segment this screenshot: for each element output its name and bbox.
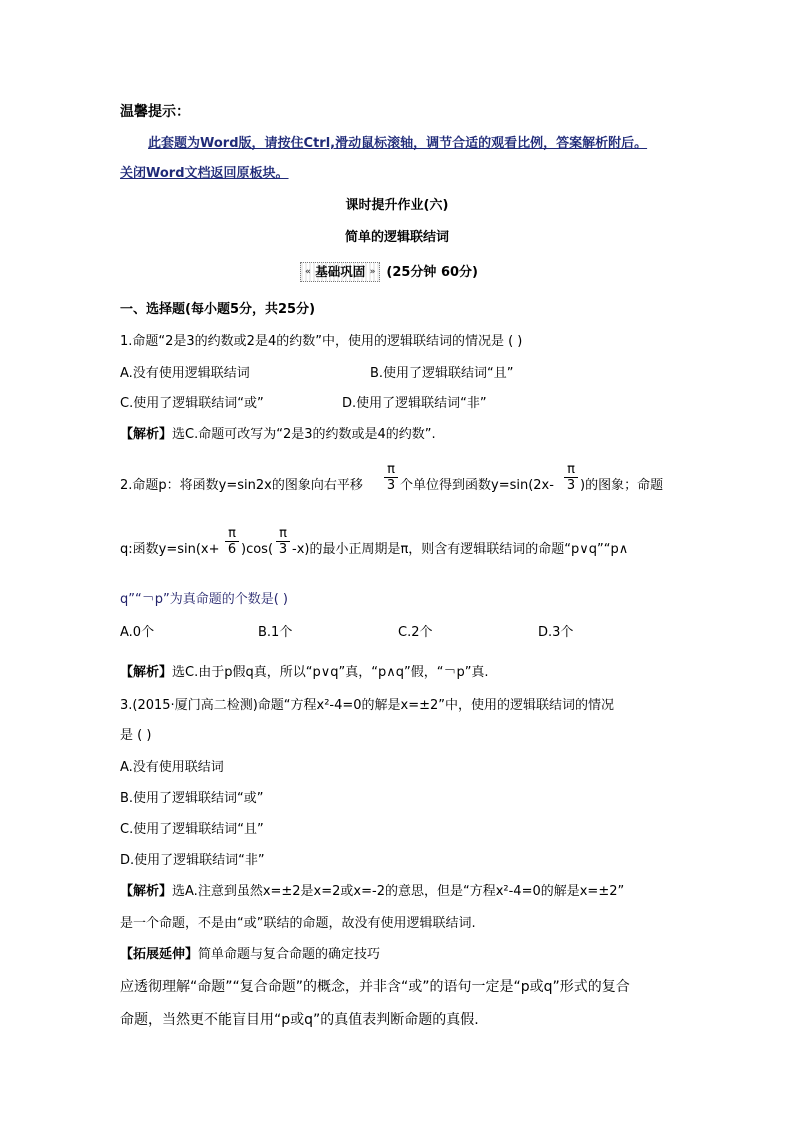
time-score: (25分钟 60分) — [386, 265, 478, 280]
q2-option-b: B.1个 — [258, 625, 293, 640]
q2-stem-part3: )的图象；命题 — [580, 478, 664, 493]
q3-option-c: C.使用了逻辑联结词“且” — [120, 822, 264, 837]
analysis-label: 【解析】 — [120, 884, 173, 899]
analysis-label: 【解析】 — [120, 427, 173, 442]
lesson-title: 课时提升作业(六) — [345, 198, 449, 213]
q2-fraction-pi-over-3-a: π 3 — [384, 462, 398, 493]
q3-stem-line1: 3.(2015·厦门高二检测)命题“方程x²-4=0的解是x=±2”中，使用的逻辑联结词的情况 — [120, 698, 615, 713]
q3-option-b: B.使用了逻辑联结词“或” — [120, 791, 264, 806]
q2-fraction-pi-over-3-b: π 3 — [564, 462, 578, 493]
analysis-text: 选C.由于p假q真，所以“p∨q”真，“p∧q”假，“￢p”真. — [172, 665, 489, 680]
q3-stem-line2: 是 ( ) — [120, 728, 152, 743]
extension-line2: 命题，当然更不能盲目用“p或q”的真值表判断命题的真假. — [120, 1012, 479, 1028]
q2-stem-part5: )cos( — [241, 542, 274, 557]
q1-analysis — [120, 427, 436, 443]
part1-heading: 一、选择题(每小题5分，共25分) — [120, 302, 316, 317]
analysis-text: 选C.命题可改写为“2是3的约数或是4的约数”. — [172, 427, 436, 442]
lesson-subtitle: 简单的逻辑联结词 — [344, 230, 449, 245]
extension-title: 简单命题与复合命题的确定技巧 — [198, 947, 381, 962]
q3-analysis-line1 — [120, 884, 624, 900]
q2-stem-part7: q”“￢p”为真命题的个数是( ) — [120, 592, 288, 607]
q2-option-a: A.0个 — [120, 625, 155, 640]
q2-analysis — [120, 665, 489, 681]
q2-stem-part1: 2.命题p：将函数y=sin2x的图象向右平移 — [120, 478, 363, 493]
q1-option-b: B.使用了逻辑联结词“且” — [370, 366, 514, 381]
extension-heading — [120, 947, 380, 963]
q1-stem: 1.命题“2是3的约数或2是4的约数”中，使用的逻辑联结词的情况是 ( ) — [120, 334, 523, 349]
notice-line-1: 此套题为Word版，请按住Ctrl,滑动鼠标滚轴，调节合适的观看比例，答案解析附后。 — [148, 136, 648, 151]
q2-option-d: D.3个 — [538, 625, 574, 640]
q1-option-d: D.使用了逻辑联结词“非” — [342, 396, 487, 411]
q1-option-c: C.使用了逻辑联结词“或” — [120, 396, 264, 411]
q3-option-d: D.使用了逻辑联结词“非” — [120, 853, 265, 868]
analysis-text: 选A.注意到虽然x=±2是x=2或x=-2的意思，但是“方程x²-4=0的解是x=±2” — [172, 884, 625, 899]
notice-title: 温馨提示： — [120, 104, 190, 120]
q3-option-a: A.没有使用联结词 — [120, 760, 224, 775]
q2-fraction-pi-over-3-c: π 3 — [276, 526, 290, 557]
q2-fraction-pi-over-6: π 6 — [225, 526, 239, 557]
q1-option-a: A.没有使用逻辑联结词 — [120, 366, 250, 381]
extension-label: 【拓展延伸】 — [120, 947, 199, 962]
notice-line-2: 关闭Word文档返回原板块。 — [120, 166, 289, 181]
q3-analysis-line2: 是一个命题，不是由“或”联结的命题，故没有使用逻辑联结词. — [120, 916, 476, 931]
extension-line1: 应透彻理解“命题”“复合命题”的概念，并非含“或”的语句一定是“p或q”形式的复合 — [120, 979, 630, 995]
q2-stem-part4: q:函数y=sin(x+ — [120, 542, 220, 557]
q2-stem-part2: 个单位得到函数y=sin(2x- — [400, 478, 554, 493]
section-header — [300, 262, 478, 282]
section-banner: « 基础巩固 » — [300, 262, 380, 282]
q2-stem-part6: -x)的最小正周期是π，则含有逻辑联结词的命题“p∨q”“p∧ — [292, 542, 629, 557]
q2-option-c: C.2个 — [398, 625, 433, 640]
analysis-label: 【解析】 — [120, 665, 173, 680]
